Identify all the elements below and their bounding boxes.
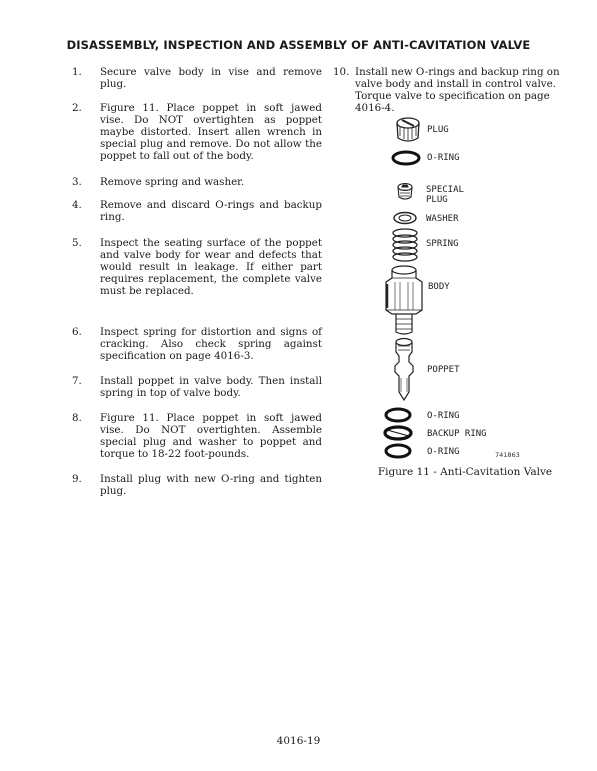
- figure-code: 741863: [495, 451, 520, 459]
- step-number: 4.: [72, 199, 82, 211]
- label-poppet: POPPET: [427, 365, 460, 375]
- step-text: Remove and discard O-rings and backup ring.: [100, 199, 322, 223]
- step-number: 5.: [72, 237, 82, 249]
- special-plug-drawing: [398, 184, 412, 200]
- step-number: 7.: [72, 375, 82, 387]
- label-o-ring-mid: O-RING: [427, 411, 460, 421]
- step-4: [72, 199, 322, 223]
- step-5: [72, 237, 322, 297]
- body-drawing: [386, 266, 422, 334]
- valve-illustration: [360, 110, 580, 480]
- label-plug: PLUG: [427, 125, 449, 135]
- step-10: [333, 66, 573, 114]
- step-number: 8.: [72, 412, 82, 424]
- label-special-plug: SPECIAL PLUG: [426, 185, 464, 205]
- label-body: BODY: [428, 282, 450, 292]
- step-9: [72, 473, 322, 497]
- label-backup-ring: BACKUP RING: [427, 429, 487, 439]
- o-ring-mid-drawing: [386, 409, 410, 421]
- step-text: Figure 11. Place poppet in soft jawed vise. Do NOT overtighten as poppet maybe distorted. Insert allen wrench in special plug and remove. Do not allow the poppet to fall out of the body.: [100, 102, 322, 162]
- step-3: [72, 176, 322, 188]
- step-text: Remove spring and washer.: [100, 176, 245, 188]
- step-number: 3.: [72, 176, 82, 188]
- steps-list: [72, 66, 322, 497]
- step-number: 6.: [72, 326, 82, 338]
- label-spring: SPRING: [426, 239, 459, 249]
- step-number: 9.: [72, 473, 82, 485]
- step-text: Inspect spring for distortion and signs of cracking. Also check spring against specification on page 4016-3.: [100, 326, 322, 362]
- spring-drawing: [393, 229, 417, 261]
- plug-drawing: [397, 118, 419, 141]
- exploded-valve-figure: [360, 110, 580, 480]
- step-number: 2.: [72, 102, 82, 114]
- label-o-ring-top: O-RING: [427, 153, 460, 163]
- o-ring-bottom-drawing: [386, 445, 410, 457]
- step-1: [72, 66, 322, 90]
- o-ring-top-drawing: [393, 152, 419, 164]
- step-text: Install plug with new O-ring and tighten plug.: [100, 473, 322, 497]
- step-number: 10.: [333, 66, 350, 78]
- step-8: [72, 412, 322, 460]
- label-o-ring-bottom: O-RING: [427, 447, 460, 457]
- figure-caption: Figure 11 - Anti-Cavitation Valve: [377, 466, 553, 478]
- step-number: 1.: [72, 66, 82, 78]
- step-text: Secure valve body in vise and remove plug.: [100, 66, 322, 90]
- step-2: [72, 102, 322, 162]
- backup-ring-drawing: [385, 427, 411, 439]
- label-washer: WASHER: [426, 214, 459, 224]
- step-6: [72, 326, 322, 362]
- step-text: Install new O-rings and backup ring on valve body and install in control valve. Torque valve to specification on page 4016-4.: [355, 66, 560, 114]
- step-text: Figure 11. Place poppet in soft jawed vise. Do NOT overtighten. Assemble special plug and washer to poppet and torque to 18-22 foot-pounds.: [100, 412, 322, 460]
- step-text: Inspect the seating surface of the poppet and valve body for wear and defects that would result in leakage. If either part requires replacement, the complete valve must be replaced.: [100, 237, 322, 297]
- page-number: 4016-19: [276, 735, 321, 747]
- washer-drawing: [394, 213, 416, 224]
- step-text: Install poppet in valve body. Then install spring in top of valve body.: [100, 375, 322, 399]
- page-title: DISASSEMBLY, INSPECTION AND ASSEMBLY OF ANTI-CAVITATION VALVE: [66, 38, 531, 52]
- poppet-drawing: [395, 339, 413, 401]
- step-7: [72, 375, 322, 399]
